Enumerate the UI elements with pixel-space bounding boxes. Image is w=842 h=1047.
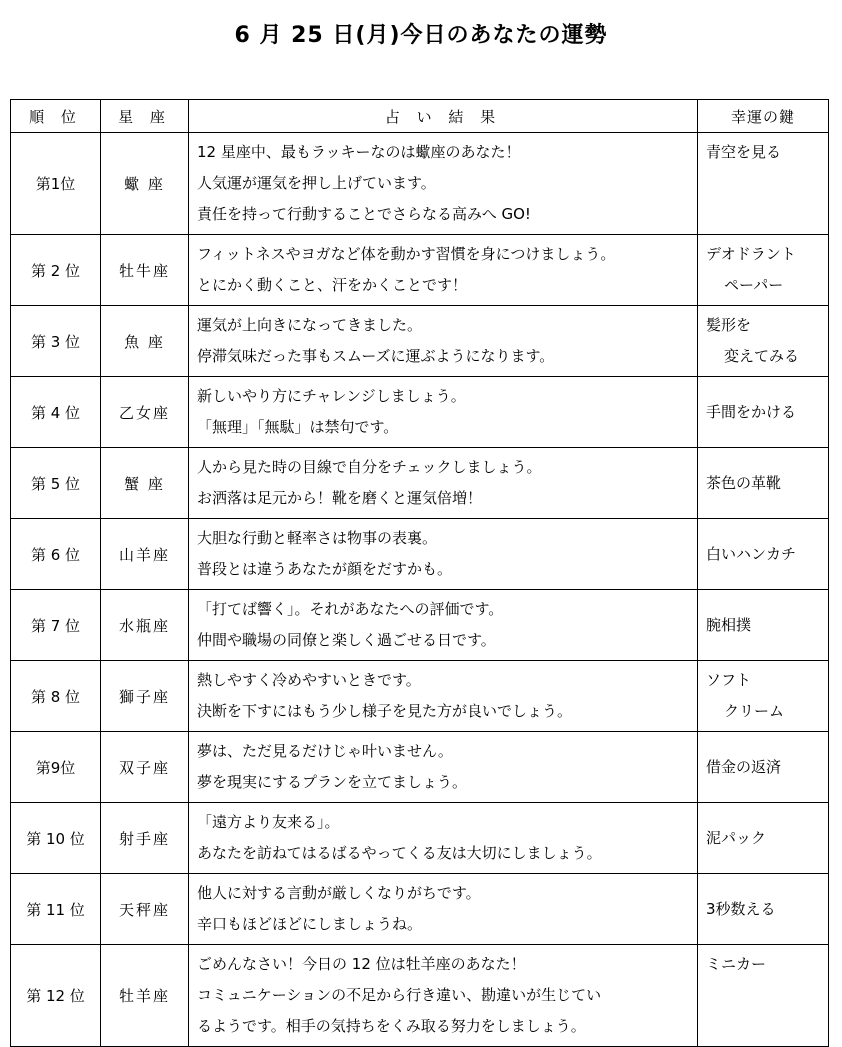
rank-cell: 第 2 位 [11, 235, 101, 306]
result-line: あなたを訪ねてはるばるやってくる友は大切にしましょう。 [197, 844, 602, 862]
lucky-key-line: 泥パック [706, 828, 767, 847]
result-line: 停滞気味だった事もスムーズに運ぶようになります。 [197, 347, 555, 365]
table-row [11, 590, 829, 661]
sign-cell: 乙女座 [101, 377, 189, 448]
result-line: 夢は、ただ見るだけじゃ叶いません。 [197, 742, 453, 760]
lucky-key-line: 青空を見る [706, 143, 782, 161]
table-header-row [11, 100, 829, 133]
sign-cell: 蠍 座 [101, 133, 189, 235]
lucky-key-cell [698, 732, 829, 803]
lucky-key-line: ミニカー [706, 955, 767, 973]
result-cell [189, 590, 698, 661]
result-cell [189, 519, 698, 590]
rank-cell: 第9位 [11, 732, 101, 803]
result-line: 仲間や職場の同僚と楽しく過ごせる日です。 [197, 631, 496, 649]
sign-cell: 射手座 [101, 803, 189, 874]
lucky-key-line: クリーム [724, 702, 785, 720]
result-line: 普段とは違うあなたが顔をだすかも。 [197, 560, 453, 578]
lucky-key-cell [698, 519, 829, 590]
result-cell [189, 803, 698, 874]
lucky-key-cell [698, 133, 829, 235]
table-row [11, 874, 829, 945]
lucky-key-cell [698, 874, 829, 945]
sign-cell: 魚 座 [101, 306, 189, 377]
rank-cell: 第 3 位 [11, 306, 101, 377]
result-cell [189, 661, 698, 732]
sign-cell: 双子座 [101, 732, 189, 803]
lucky-key-line: 腕相撲 [706, 615, 752, 634]
result-line: ごめんなさい！今日の 12 位は牡羊座のあなた！ [197, 955, 526, 973]
result-line: 他人に対する言動が厳しくなりがちです。 [197, 884, 481, 902]
lucky-key-cell [698, 306, 829, 377]
lucky-key-line: 3秒数える [706, 899, 776, 918]
lucky-key-line: 髪形を [706, 316, 752, 334]
result-cell [189, 133, 698, 235]
rank-cell: 第 7 位 [11, 590, 101, 661]
table-row [11, 519, 829, 590]
result-line: 熱しやすく冷めやすいときです。 [197, 671, 421, 689]
table-row [11, 133, 829, 235]
rank-cell: 第 8 位 [11, 661, 101, 732]
header-result: 占 い 結 果 [189, 100, 698, 133]
result-line: 夢を現実にするプランを立てましょう。 [197, 773, 468, 791]
result-line: 責任を持って行動することでさらなる高みへ GO! [197, 205, 531, 223]
rank-cell: 第 4 位 [11, 377, 101, 448]
rank-cell: 第 6 位 [11, 519, 101, 590]
table-row [11, 661, 829, 732]
result-line: とにかく動くこと、汗をかくことです！ [197, 276, 468, 294]
result-line: 大胆な行動と軽率さは物事の表裏。 [197, 529, 438, 547]
rank-cell: 第 11 位 [11, 874, 101, 945]
sign-cell: 蟹 座 [101, 448, 189, 519]
lucky-key-line: ソフト [706, 671, 752, 689]
fortune-table [10, 99, 829, 1047]
result-line: 人から見た時の目線で自分をチェックしましょう。 [197, 458, 542, 476]
rank-cell: 第 12 位 [11, 945, 101, 1047]
lucky-key-line: デオドラント [706, 245, 796, 263]
lucky-key-line: 変えてみる [724, 347, 800, 365]
result-line: 12 星座中、最もラッキーなのは蠍座のあなた！ [197, 143, 521, 161]
table-row [11, 235, 829, 306]
lucky-key-cell [698, 590, 829, 661]
result-line: 人気運が運気を押し上げています。 [197, 174, 436, 192]
header-key: 幸運の鍵 [698, 100, 829, 133]
sign-cell: 牡羊座 [101, 945, 189, 1047]
lucky-key-cell [698, 661, 829, 732]
lucky-key-line: 手間をかける [706, 402, 797, 421]
result-cell [189, 448, 698, 519]
lucky-key-line: 借金の返済 [706, 757, 782, 776]
header-sign: 星 座 [101, 100, 189, 133]
sign-cell: 天秤座 [101, 874, 189, 945]
sign-cell: 牡牛座 [101, 235, 189, 306]
sign-cell: 獅子座 [101, 661, 189, 732]
result-line: るようです。相手の気持ちをくみ取る努力をしましょう。 [197, 1017, 586, 1035]
rank-cell: 第 10 位 [11, 803, 101, 874]
result-line: 「遠方より友来る」。 [197, 813, 340, 831]
result-cell [189, 377, 698, 448]
table-row [11, 803, 829, 874]
result-line: フィットネスやヨガなど体を動かす習慣を身につけましょう。 [197, 245, 616, 263]
lucky-key-cell [698, 235, 829, 306]
result-line: 新しいやり方にチャレンジしましょう。 [197, 387, 466, 405]
sign-cell: 水瓶座 [101, 590, 189, 661]
table-row [11, 306, 829, 377]
result-line: お洒落は足元から！靴を磨くと運気倍増！ [197, 489, 483, 507]
result-line: 運気が上向きになってきました。 [197, 316, 423, 334]
header-rank: 順 位 [11, 100, 101, 133]
table-row [11, 448, 829, 519]
lucky-key-cell [698, 945, 829, 1047]
lucky-key-line: 白いハンカチ [706, 544, 797, 563]
table-row [11, 732, 829, 803]
result-cell [189, 235, 698, 306]
lucky-key-line: ペーパー [724, 276, 784, 294]
result-cell [189, 874, 698, 945]
page-title: 6 月 25 日(月)今日のあなたの運勢 [234, 23, 608, 48]
result-line: 決断を下すにはもう少し様子を見た方が良いでしょう。 [197, 702, 573, 720]
rank-cell: 第1位 [11, 133, 101, 235]
table-row [11, 945, 829, 1047]
result-cell [189, 732, 698, 803]
result-line: 辛口もほどほどにしましょうね。 [197, 915, 423, 933]
result-line: 「打てば響く」。それがあなたへの評価です。 [197, 600, 504, 618]
result-cell [189, 306, 698, 377]
lucky-key-cell [698, 448, 829, 519]
rank-cell: 第 5 位 [11, 448, 101, 519]
lucky-key-cell [698, 377, 829, 448]
sign-cell: 山羊座 [101, 519, 189, 590]
lucky-key-cell [698, 803, 829, 874]
result-line: コミュニケーションの不足から行き違い、勘違いが生じてい [197, 986, 602, 1004]
result-cell [189, 945, 698, 1047]
lucky-key-line: 茶色の革靴 [706, 473, 782, 492]
result-line: 「無理」「無駄」は禁句です。 [197, 418, 399, 436]
table-row [11, 377, 829, 448]
